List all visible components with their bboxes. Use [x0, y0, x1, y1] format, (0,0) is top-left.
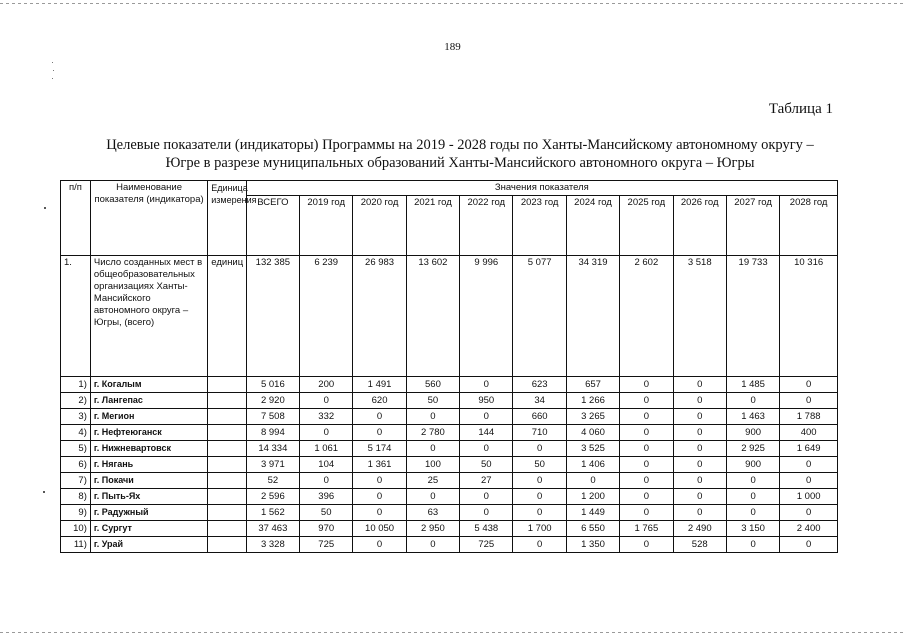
row-value: 50	[406, 393, 459, 409]
table-row	[61, 457, 838, 473]
row-value: 34	[513, 393, 566, 409]
row-value: 144	[460, 425, 513, 441]
row-value: 900	[726, 457, 779, 473]
row-unit: единиц	[208, 256, 246, 377]
scan-edge-bottom	[0, 632, 905, 633]
row-name: г. Пыть-Ях	[90, 489, 207, 505]
row-value: 2 490	[673, 521, 726, 537]
row-name: Число созданных мест в общеобразовательных организациях Ханты-Мансийского автономного округа – Югры, (всего)	[90, 256, 207, 377]
row-value: 5 077	[513, 256, 566, 377]
row-value: 0	[726, 473, 779, 489]
row-value: 970	[300, 521, 353, 537]
row-value: 50	[300, 505, 353, 521]
row-name: г. Лангепас	[90, 393, 207, 409]
row-value: 0	[780, 473, 838, 489]
row-value: 0	[726, 537, 779, 553]
row-value: 660	[513, 409, 566, 425]
row-value: 3 150	[726, 521, 779, 537]
row-value: 0	[673, 409, 726, 425]
row-value: 0	[300, 425, 353, 441]
row-value: 34 319	[566, 256, 619, 377]
row-value: 0	[780, 377, 838, 393]
row-name: г. Нефтеюганск	[90, 425, 207, 441]
table-row	[61, 425, 838, 441]
header-year: 2025 год	[620, 196, 673, 256]
row-value: 2 950	[406, 521, 459, 537]
row-num: 1.	[61, 256, 91, 377]
row-value: 1 061	[300, 441, 353, 457]
row-total: 7 508	[246, 409, 299, 425]
row-value: 725	[300, 537, 353, 553]
row-value: 623	[513, 377, 566, 393]
row-value: 10 050	[353, 521, 406, 537]
row-value: 0	[726, 505, 779, 521]
table-row	[61, 441, 838, 457]
table-row	[61, 393, 838, 409]
row-value: 0	[406, 409, 459, 425]
row-value: 900	[726, 425, 779, 441]
row-value: 0	[673, 425, 726, 441]
row-value: 0	[513, 537, 566, 553]
header-year: 2024 год	[566, 196, 619, 256]
row-unit	[208, 505, 246, 521]
table-row	[61, 537, 838, 553]
row-value: 4 060	[566, 425, 619, 441]
row-value: 0	[460, 441, 513, 457]
row-value: 0	[726, 393, 779, 409]
row-value: 0	[780, 457, 838, 473]
row-unit	[208, 521, 246, 537]
header-unit: Единица измерения	[208, 181, 246, 256]
row-value: 0	[353, 489, 406, 505]
row-total: 5 016	[246, 377, 299, 393]
scan-speck	[52, 62, 53, 63]
scan-edge-top	[0, 3, 905, 4]
row-num: 9)	[61, 505, 91, 521]
row-value: 0	[620, 425, 673, 441]
row-value: 10 316	[780, 256, 838, 377]
row-unit	[208, 537, 246, 553]
row-value: 0	[460, 505, 513, 521]
table-row	[61, 473, 838, 489]
row-value: 0	[513, 473, 566, 489]
row-unit	[208, 489, 246, 505]
row-num: 2)	[61, 393, 91, 409]
row-value: 0	[406, 441, 459, 457]
row-value: 332	[300, 409, 353, 425]
header-year: 2022 год	[460, 196, 513, 256]
row-value: 0	[353, 409, 406, 425]
row-unit	[208, 441, 246, 457]
document-title: Целевые показатели (индикаторы) Программы на 2019 - 2028 годы по Ханты-Мансийскому автономному округу – Югре в разрезе муниципальных образований Ханты-Мансийского автономного округа – Югры	[106, 137, 814, 171]
row-value: 5 438	[460, 521, 513, 537]
row-value: 0	[673, 441, 726, 457]
row-num: 8)	[61, 489, 91, 505]
row-value: 1 200	[566, 489, 619, 505]
row-value: 0	[673, 457, 726, 473]
header-total: ВСЕГО	[246, 196, 299, 256]
row-unit	[208, 393, 246, 409]
row-value: 0	[780, 393, 838, 409]
row-value: 657	[566, 377, 619, 393]
header-num: п/п	[61, 181, 91, 256]
row-value: 0	[780, 537, 838, 553]
row-value: 0	[726, 489, 779, 505]
row-value: 0	[566, 473, 619, 489]
header-year: 2028 год	[780, 196, 838, 256]
table-label: Таблица 1	[768, 101, 833, 117]
row-name: г. Урай	[90, 537, 207, 553]
row-value: 0	[513, 441, 566, 457]
scan-speck	[52, 78, 53, 79]
row-total: 8 994	[246, 425, 299, 441]
row-value: 0	[673, 393, 726, 409]
row-value: 1 788	[780, 409, 838, 425]
scan-dot	[44, 207, 46, 209]
row-value: 1 350	[566, 537, 619, 553]
header-year: 2027 год	[726, 196, 779, 256]
row-name: г. Радужный	[90, 505, 207, 521]
row-value: 528	[673, 537, 726, 553]
row-value: 25	[406, 473, 459, 489]
row-total: 37 463	[246, 521, 299, 537]
row-value: 0	[780, 505, 838, 521]
row-value: 0	[673, 505, 726, 521]
row-value: 950	[460, 393, 513, 409]
row-unit	[208, 425, 246, 441]
row-value: 1 700	[513, 521, 566, 537]
indicators-table	[60, 180, 838, 553]
row-value: 620	[353, 393, 406, 409]
row-value: 100	[406, 457, 459, 473]
row-value: 0	[673, 489, 726, 505]
row-unit	[208, 409, 246, 425]
row-value: 396	[300, 489, 353, 505]
row-num: 4)	[61, 425, 91, 441]
row-value: 1 463	[726, 409, 779, 425]
row-value: 0	[460, 377, 513, 393]
row-value: 400	[780, 425, 838, 441]
row-value: 5 174	[353, 441, 406, 457]
table-row	[61, 377, 838, 393]
row-value: 0	[513, 489, 566, 505]
row-total: 3 971	[246, 457, 299, 473]
row-value: 2 400	[780, 521, 838, 537]
row-value: 1 649	[780, 441, 838, 457]
row-value: 0	[673, 377, 726, 393]
row-num: 11)	[61, 537, 91, 553]
row-value: 0	[513, 505, 566, 521]
row-value: 0	[620, 505, 673, 521]
row-name: г. Нягань	[90, 457, 207, 473]
row-name: г. Покачи	[90, 473, 207, 489]
row-value: 0	[620, 409, 673, 425]
row-value: 2 780	[406, 425, 459, 441]
row-value: 560	[406, 377, 459, 393]
row-value: 6 550	[566, 521, 619, 537]
row-value: 0	[620, 537, 673, 553]
row-value: 0	[406, 537, 459, 553]
row-name: г. Мегион	[90, 409, 207, 425]
row-value: 1 491	[353, 377, 406, 393]
row-value: 50	[460, 457, 513, 473]
row-name: г. Нижневартовск	[90, 441, 207, 457]
table-row	[61, 505, 838, 521]
row-value: 19 733	[726, 256, 779, 377]
row-total: 52	[246, 473, 299, 489]
row-value: 104	[300, 457, 353, 473]
row-value: 0	[353, 537, 406, 553]
row-value: 2 925	[726, 441, 779, 457]
row-value: 0	[620, 393, 673, 409]
row-value: 0	[673, 473, 726, 489]
row-num: 3)	[61, 409, 91, 425]
header-year: 2021 год	[406, 196, 459, 256]
row-name: г. Когалым	[90, 377, 207, 393]
table-row	[61, 521, 838, 537]
row-value: 27	[460, 473, 513, 489]
row-num: 7)	[61, 473, 91, 489]
row-value: 0	[460, 489, 513, 505]
row-value: 0	[620, 473, 673, 489]
row-value: 2 602	[620, 256, 673, 377]
row-total: 1 562	[246, 505, 299, 521]
row-value: 200	[300, 377, 353, 393]
row-value: 725	[460, 537, 513, 553]
row-value: 0	[353, 473, 406, 489]
row-num: 6)	[61, 457, 91, 473]
row-value: 3 525	[566, 441, 619, 457]
row-value: 0	[353, 505, 406, 521]
row-num: 5)	[61, 441, 91, 457]
row-num: 1)	[61, 377, 91, 393]
row-total: 132 385	[246, 256, 299, 377]
row-value: 1 361	[353, 457, 406, 473]
header-year: 2026 год	[673, 196, 726, 256]
scan-dot	[43, 491, 45, 493]
row-unit	[208, 377, 246, 393]
row-value: 13 602	[406, 256, 459, 377]
row-value: 0	[620, 457, 673, 473]
row-value: 6 239	[300, 256, 353, 377]
row-value: 9 996	[460, 256, 513, 377]
row-total: 3 328	[246, 537, 299, 553]
table-row	[61, 489, 838, 505]
row-unit	[208, 473, 246, 489]
row-value: 1 000	[780, 489, 838, 505]
row-value: 0	[300, 473, 353, 489]
table-row-total	[61, 256, 838, 377]
row-name: г. Сургут	[90, 521, 207, 537]
row-value: 3 518	[673, 256, 726, 377]
page-number: 189	[444, 41, 461, 53]
row-value: 26 983	[353, 256, 406, 377]
row-total: 2 596	[246, 489, 299, 505]
row-value: 1 449	[566, 505, 619, 521]
row-num: 10)	[61, 521, 91, 537]
row-value: 710	[513, 425, 566, 441]
table-row	[61, 409, 838, 425]
row-value: 1 485	[726, 377, 779, 393]
row-total: 14 334	[246, 441, 299, 457]
header-year: 2019 год	[300, 196, 353, 256]
row-value: 0	[406, 489, 459, 505]
row-value: 0	[620, 489, 673, 505]
header-year: 2020 год	[353, 196, 406, 256]
row-unit	[208, 457, 246, 473]
row-value: 0	[620, 377, 673, 393]
row-value: 0	[353, 425, 406, 441]
row-total: 2 920	[246, 393, 299, 409]
row-value: 50	[513, 457, 566, 473]
header-year: 2023 год	[513, 196, 566, 256]
row-value: 3 265	[566, 409, 619, 425]
row-value: 1 406	[566, 457, 619, 473]
row-value: 0	[460, 409, 513, 425]
row-value: 0	[620, 441, 673, 457]
header-values-group: Значения показателя	[246, 181, 837, 196]
row-value: 1 765	[620, 521, 673, 537]
scan-speck	[53, 70, 54, 71]
row-value: 63	[406, 505, 459, 521]
header-name: Наименование показателя (индикатора)	[90, 181, 207, 256]
row-value: 0	[300, 393, 353, 409]
row-value: 1 266	[566, 393, 619, 409]
